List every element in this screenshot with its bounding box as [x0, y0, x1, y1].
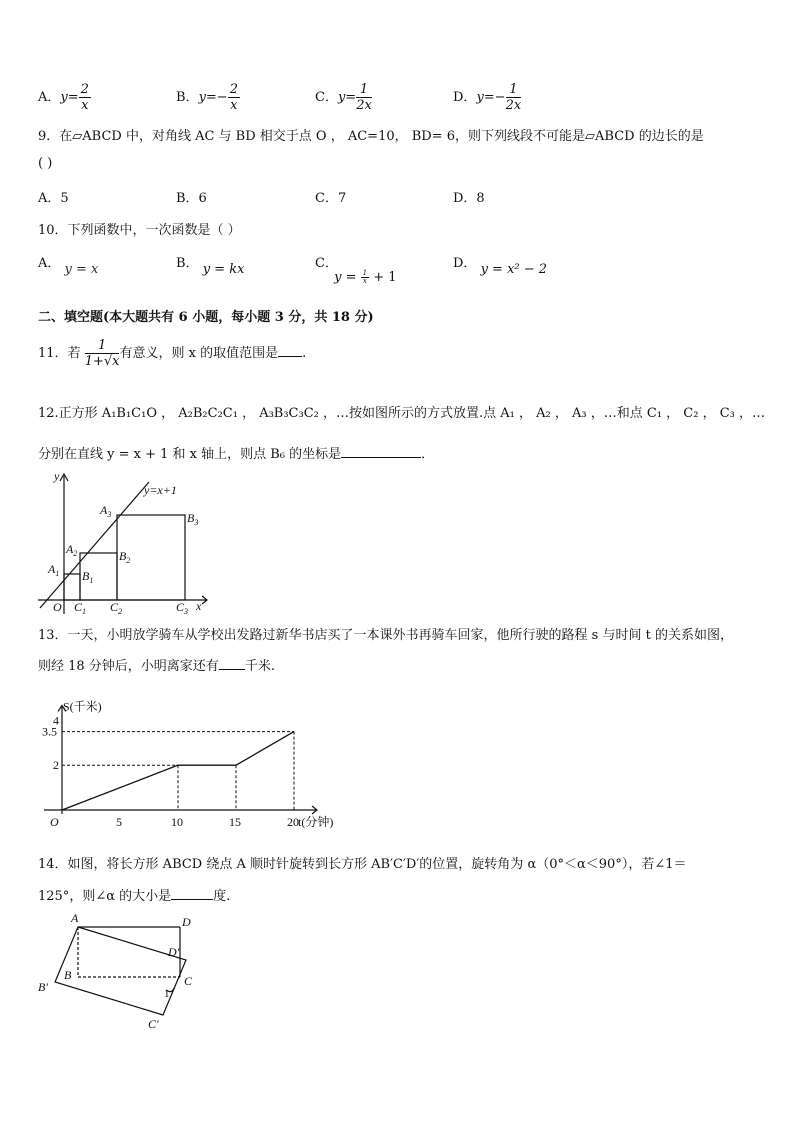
- option-label: A．: [38, 256, 61, 271]
- x-axis-label: x: [196, 599, 202, 613]
- point-c1-label: $C_1$: [74, 600, 87, 616]
- point-a1-label: $A_1$: [48, 562, 60, 578]
- y-axis-label: S(千米): [63, 699, 102, 714]
- q13-line2-suffix: 千米.: [244, 659, 275, 674]
- x-tick-label: 5: [116, 815, 122, 829]
- option-expression: y=: [60, 90, 79, 105]
- q9-option-d: D．8: [453, 191, 485, 206]
- x-tick-label: 20: [287, 815, 299, 829]
- point-c3-label: $C_3$: [176, 600, 189, 616]
- option-label: D．: [453, 90, 477, 105]
- point-b1-label: $B_1$: [82, 569, 94, 585]
- point-a2-label: $A_2$: [66, 542, 78, 558]
- x-axis-label: t(分钟): [298, 815, 334, 829]
- point-d-label: D: [182, 915, 191, 929]
- option-expression: y = x: [64, 262, 99, 277]
- expression-rhs: + 1: [373, 270, 397, 285]
- q9-option-b: B．6: [176, 191, 207, 206]
- q8-option-c: [315, 82, 372, 113]
- answer-blank[interactable]: [341, 457, 421, 458]
- q11-end: .: [302, 346, 307, 361]
- option-expression: y=−: [198, 90, 228, 105]
- option-label: B．: [176, 90, 199, 105]
- q9-option-a: A．5: [38, 191, 69, 206]
- fraction: [506, 82, 522, 113]
- q14-figure: [34, 908, 204, 1033]
- option-label: C．: [315, 90, 338, 105]
- q12-line1: 12.正方形 A₁B₁C₁O ， A₂B₂C₂C₁ ， A₃B₃C₃C₂ ，…按如图所示的方式放置.点 A₁ ， A₂ ， A₃ ，…和点 C₁ ， C₂ ， C₃ ，…: [38, 406, 766, 421]
- answer-blank[interactable]: [219, 669, 245, 670]
- q12-figure: [34, 468, 214, 616]
- q14-line2: [38, 885, 230, 904]
- q9-option-c: C．7: [315, 191, 347, 206]
- section-heading: 二、填空题(本大题共有 6 小题，每小题 3 分，共 18 分): [38, 310, 374, 325]
- q13-chart: [40, 688, 340, 836]
- option-expression: y = x² − 2: [480, 262, 548, 277]
- denominator: x: [230, 98, 238, 113]
- point-c-label: C: [184, 974, 193, 988]
- line-label: y=x+1: [144, 483, 177, 497]
- q13-line1: 13．一天，小明放学骑车从学校出发路过新华书店买了一本课外书再骑车回家，他所行驶的路程 s 与时间 t 的关系如图，: [38, 628, 733, 643]
- fraction: [228, 82, 240, 113]
- y-tick-label: 2: [53, 758, 59, 773]
- point-d-prime-label: D′: [168, 945, 180, 959]
- option-label: A．: [38, 90, 61, 105]
- q12-line2-end: ．: [421, 447, 435, 462]
- q14-line2-text: 125°，则∠α 的大小是: [38, 889, 172, 904]
- denominator: 2x: [356, 98, 372, 113]
- x-tick-label: 10: [171, 815, 183, 829]
- angle-1-label: 1: [164, 988, 170, 1000]
- option-label: D．: [453, 256, 477, 271]
- y-tick-label: 4: [53, 713, 59, 728]
- line-y-eq-x-plus-1: [40, 482, 149, 608]
- q12-line2-text: 分别在直线 y = x + 1 和 x 轴上，则点 B₆ 的坐标是: [38, 447, 342, 462]
- q11-prefix: 11．若: [38, 346, 81, 361]
- numerator: 2: [229, 82, 238, 97]
- q11: [38, 338, 306, 369]
- q14-line1: 14．如图，将长方形 ABCD 绕点 A 顺时针旋转到长方形 AB′C′D′的位置，旋转角为 α（0°＜α＜90°），若∠1＝: [38, 857, 687, 872]
- fraction: [79, 82, 91, 113]
- q11-fraction: [85, 338, 120, 369]
- fraction: [356, 82, 372, 113]
- q10-option-b: [176, 252, 245, 277]
- q10-stem: 10．下列函数中，一次函数是（ ）: [38, 223, 241, 238]
- q11-suffix: 有意义，则 x 的取值范围是: [119, 346, 279, 361]
- denominator: x: [362, 277, 367, 285]
- fraction: [361, 270, 369, 285]
- q8-option-a: [38, 82, 91, 113]
- point-b-prime-label: B′: [38, 980, 48, 994]
- denominator: 2x: [505, 98, 522, 113]
- q8-option-b: [176, 82, 240, 113]
- q13-line2-text: 则经 18 分钟后，小明离家还有: [38, 659, 219, 674]
- numerator: 1: [506, 82, 522, 98]
- expression-lhs: y =: [334, 270, 357, 285]
- denominator: 1+√x: [84, 354, 120, 369]
- q9-stem: 9．在▱ABCD 中，对角线 AC 与 BD 相交于点 O ， AC=10， BD= 6，则下列线段不可能是▱ABCD 的边长的是: [38, 129, 704, 144]
- origin-label: O: [50, 815, 59, 829]
- q10-option-d: [453, 252, 548, 277]
- q8-option-d: [453, 82, 521, 113]
- rotated-rectangle: [55, 927, 186, 1015]
- origin-label: O: [53, 600, 62, 614]
- q10-option-c: [315, 252, 405, 285]
- q14-line2-suffix: 度.: [213, 889, 231, 904]
- point-b-label: B: [64, 968, 72, 982]
- denominator: x: [81, 98, 89, 113]
- numerator: 1: [356, 82, 372, 98]
- option-expression: [334, 270, 396, 285]
- y-tick-label: 3.5: [42, 724, 57, 739]
- answer-blank[interactable]: [171, 899, 213, 900]
- point-c2-label: $C_2$: [110, 600, 123, 616]
- option-expression: y=: [337, 90, 357, 105]
- numerator: 2: [80, 82, 89, 97]
- q13-line2: [38, 655, 275, 674]
- point-a3-label: $A_3$: [100, 503, 112, 519]
- q10-option-a: [38, 252, 99, 277]
- answer-blank[interactable]: [278, 356, 302, 357]
- point-c-prime-label: C′: [148, 1017, 159, 1031]
- option-label: B．: [176, 256, 199, 271]
- y-axis-label: y: [54, 469, 60, 483]
- x-tick-label: 15: [229, 815, 241, 829]
- point-b2-label: $B_2$: [119, 549, 131, 565]
- q12-line2: [38, 443, 434, 462]
- point-a-label: A: [71, 911, 79, 925]
- option-expression: y = kx: [202, 262, 245, 277]
- option-label: C．: [315, 256, 338, 271]
- numerator: 1: [85, 338, 120, 354]
- option-expression: y=−: [476, 90, 506, 105]
- numerator: 1: [362, 269, 368, 277]
- point-b3-label: $B_3$: [187, 511, 199, 527]
- q9-answer-paren: ( ): [38, 156, 53, 171]
